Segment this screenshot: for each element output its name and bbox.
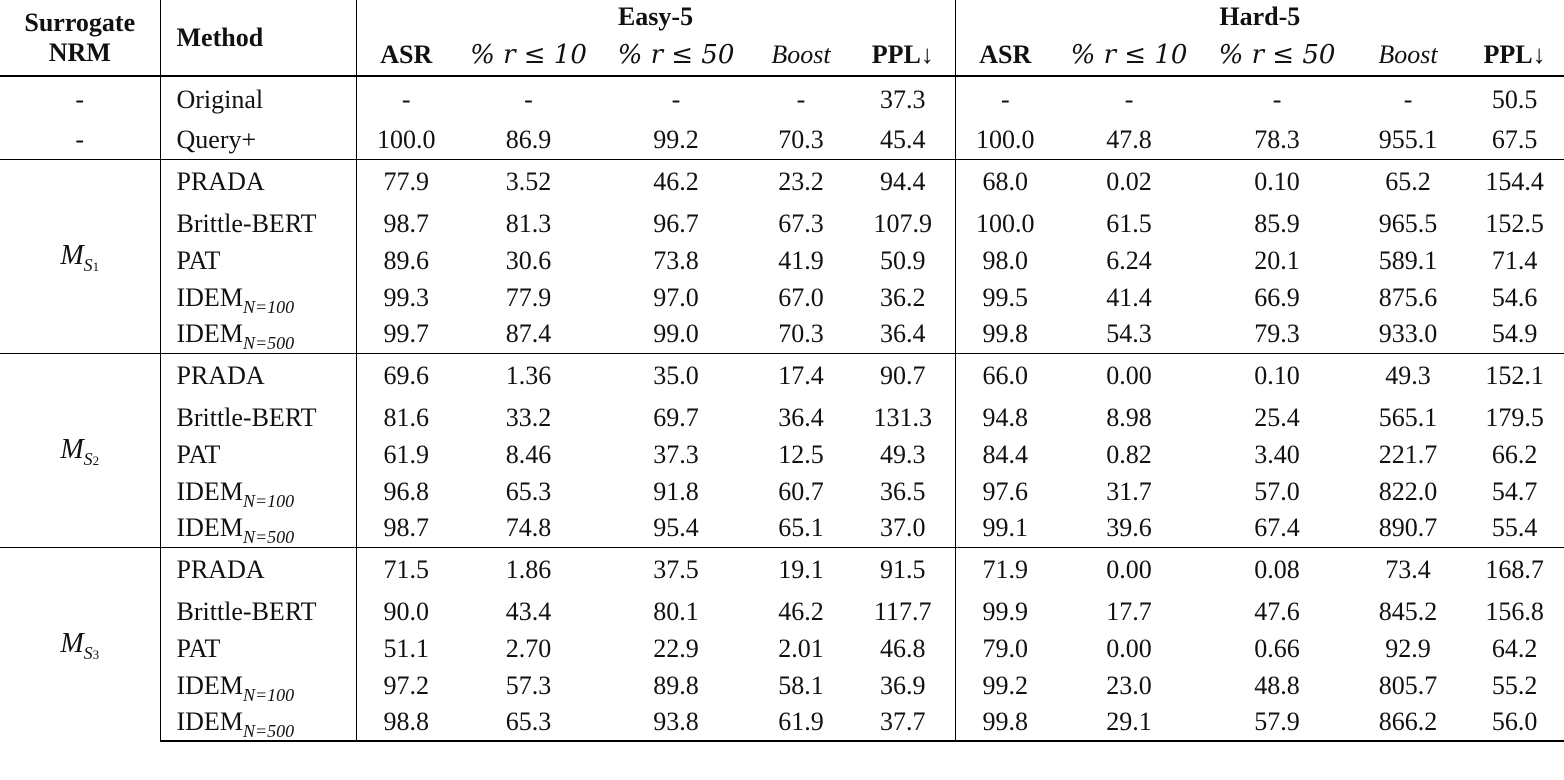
table-row [0, 242, 1564, 279]
group2-row5-cell-6: 99.1 [982, 513, 1029, 543]
group2-row2-cell-3: 69.7 [653, 402, 699, 432]
baseline-1-cell-5: 37.3 [851, 76, 955, 122]
group1-row3-cell-6: 98.0 [982, 245, 1029, 275]
baseline-1-cell-8: - [1203, 76, 1351, 122]
group2-row4-cell-2: 65.3 [505, 476, 552, 506]
group2-row5-cell-7: 39.6 [1106, 513, 1152, 543]
baseline-2-cell-5: 45.4 [851, 122, 955, 159]
group1-row5-cell-8: 79.3 [1254, 319, 1300, 349]
method-name: $IDEM_{N=500}$ [160, 704, 356, 741]
group3-row2-cell-7: 17.7 [1106, 596, 1152, 626]
header-surrogate-line2: NRM [48, 37, 111, 67]
group1-row1-cell-7: 0.02 [1055, 159, 1203, 205]
group2-row1-cell-4: 17.4 [751, 353, 851, 399]
group3-row3-cell-4: 2.01 [778, 633, 824, 663]
group1-row3-cell-1: 89.6 [383, 245, 429, 275]
surrogate-label: $M_{S2}$ [0, 353, 160, 547]
header-col-easy5-5: PPL↓ [851, 34, 955, 76]
baseline-2-cell-3: 99.2 [653, 125, 699, 155]
group3-row4-cell-6: 99.2 [982, 670, 1029, 700]
group2-row5-cell-8: 67.4 [1254, 513, 1300, 543]
group3-row2-cell-1: 90.0 [383, 596, 429, 626]
group2-row1-cell-3: 35.0 [601, 353, 751, 399]
group3-row1-cell-1: 71.5 [356, 547, 456, 593]
group3-row1-cell-3: 37.5 [601, 547, 751, 593]
group1-row4-cell-9: 875.6 [1378, 282, 1438, 312]
method-name: $IDEM_{N=100}$ [160, 473, 356, 510]
group2-row1-cell-9: 49.3 [1351, 353, 1465, 399]
group2-row3-cell-9: 221.7 [1378, 439, 1438, 469]
group1-row5-cell-2: 87.4 [505, 319, 552, 349]
group3-row4-cell-10: 55.2 [1491, 670, 1538, 700]
baseline-1-cell-3: - [601, 76, 751, 122]
table-row [0, 704, 1564, 741]
group3-row3-cell-10: 64.2 [1491, 633, 1538, 663]
baseline-2-cell-6: 100.0 [976, 125, 1035, 155]
baseline-2-cell-1: 100.0 [377, 125, 436, 155]
table-row [0, 630, 1564, 667]
table-row [0, 510, 1564, 547]
baseline-row [0, 76, 1564, 122]
group1-row3-cell-10: 71.4 [1491, 245, 1538, 275]
group2-row4-cell-5: 36.5 [851, 473, 955, 510]
group2-row5-cell-5: 37.0 [851, 510, 955, 547]
group3-row3-cell-8: 0.66 [1254, 633, 1300, 663]
baseline-2-cell-10: 67.5 [1491, 125, 1538, 155]
group3-row5-cell-10: 56.0 [1465, 704, 1564, 741]
table-row [0, 473, 1564, 510]
group3-row5-cell-8: 57.9 [1203, 704, 1351, 741]
group2-row2-cell-6: 94.8 [982, 402, 1029, 432]
group1-row1-cell-2: 3.52 [456, 159, 601, 205]
group2-row4-cell-8: 57.0 [1254, 476, 1300, 506]
baseline-1-cell-4: - [751, 76, 851, 122]
group1-row1-cell-8: 0.10 [1203, 159, 1351, 205]
method-name: PAT [160, 436, 356, 473]
baseline-1-cell-10: 50.5 [1465, 76, 1564, 122]
group3-row3-cell-9: 92.9 [1385, 633, 1431, 663]
group3-row4-cell-1: 97.2 [383, 670, 429, 700]
group2-row3-cell-10: 66.2 [1491, 439, 1538, 469]
table-row [0, 667, 1564, 704]
group2-row4-cell-1: 96.8 [383, 476, 429, 506]
header-surrogate-line1: Surrogate [24, 7, 136, 37]
group3-row1-cell-10: 168.7 [1465, 547, 1564, 593]
group3-row4-cell-9: 805.7 [1378, 670, 1438, 700]
group2-row3-cell-4: 12.5 [778, 439, 824, 469]
group3-row3-cell-3: 22.9 [653, 633, 699, 663]
group2-row1-cell-8: 0.10 [1203, 353, 1351, 399]
group2-row4-cell-3: 91.8 [653, 476, 699, 506]
baseline-1-cell-1: - [356, 76, 456, 122]
group1-row2-cell-6: 100.0 [976, 208, 1035, 238]
baseline-1-cell-6: - [955, 76, 1055, 122]
method-name: Brittle-BERT [160, 399, 356, 436]
group3-row3-cell-6: 79.0 [982, 633, 1029, 663]
header-col-hard5-1: ASR [979, 39, 1032, 69]
group3-row1-cell-9: 73.4 [1351, 547, 1465, 593]
table-row [0, 316, 1564, 353]
header-col-easy5-3: % r ≤ 50 [617, 39, 735, 70]
method-name: PRADA [160, 547, 356, 593]
group3-row2-cell-3: 80.1 [653, 596, 699, 626]
group3-row3-cell-2: 2.70 [505, 633, 552, 663]
group2-row2-cell-7: 8.98 [1106, 402, 1152, 432]
group3-row2-cell-5: 117.7 [851, 593, 955, 630]
group3-row2-cell-9: 845.2 [1378, 596, 1438, 626]
group2-row1-cell-1: 69.6 [356, 353, 456, 399]
header-col-hard5-4: Boost [1378, 39, 1438, 69]
group1-row2-cell-8: 85.9 [1254, 208, 1300, 238]
group1-row1-cell-6: 68.0 [955, 159, 1055, 205]
baseline-surrogate: - [0, 76, 160, 122]
group1-row3-cell-9: 589.1 [1378, 245, 1438, 275]
group1-row5-cell-6: 99.8 [982, 319, 1029, 349]
group1-row3-cell-4: 41.9 [778, 245, 824, 275]
group1-row2-cell-2: 81.3 [505, 208, 552, 238]
group1-row2-cell-7: 61.5 [1106, 208, 1152, 238]
table-row [0, 436, 1564, 473]
table-row [0, 279, 1564, 316]
header-col-hard5-3: % r ≤ 50 [1218, 39, 1336, 70]
group3-row5-cell-3: 93.8 [601, 704, 751, 741]
baseline-1-cell-9: - [1351, 76, 1465, 122]
baseline-1-cell-7: - [1055, 76, 1203, 122]
table-row [0, 593, 1564, 630]
group2-row2-cell-8: 25.4 [1254, 402, 1300, 432]
group1-row4-cell-7: 41.4 [1106, 282, 1152, 312]
group2-row3-cell-2: 8.46 [505, 439, 552, 469]
group3-row4-cell-8: 48.8 [1254, 670, 1300, 700]
group2-row1-cell-5: 90.7 [851, 353, 955, 399]
group2-row1-cell-10: 152.1 [1465, 353, 1564, 399]
group3-row5-cell-2: 65.3 [456, 704, 601, 741]
group1-row2-cell-1: 98.7 [383, 208, 429, 238]
group2-row2-cell-2: 33.2 [505, 402, 552, 432]
group1-row2-cell-10: 152.5 [1485, 208, 1544, 238]
baseline-2-cell-8: 78.3 [1254, 125, 1300, 155]
group2-row4-cell-7: 31.7 [1106, 476, 1152, 506]
group3-row5-cell-4: 61.9 [751, 704, 851, 741]
group3-row2-cell-2: 43.4 [505, 596, 552, 626]
group3-row1-cell-5: 91.5 [851, 547, 955, 593]
group1-row4-cell-3: 97.0 [653, 282, 699, 312]
group1-row1-cell-5: 94.4 [851, 159, 955, 205]
group2-row4-cell-4: 60.7 [778, 476, 824, 506]
group1-row3-cell-8: 20.1 [1254, 245, 1300, 275]
group1-row2-cell-9: 965.5 [1378, 208, 1438, 238]
group1-row5-cell-3: 99.0 [653, 319, 699, 349]
group2-row3-cell-1: 61.9 [383, 439, 429, 469]
group1-row1-cell-4: 23.2 [751, 159, 851, 205]
group2-row5-cell-10: 55.4 [1491, 513, 1538, 543]
group1-row5-cell-1: 99.7 [383, 319, 429, 349]
group1-row4-cell-4: 67.0 [778, 282, 824, 312]
baseline-2-cell-2: 86.9 [505, 125, 552, 155]
group3-row4-cell-3: 89.8 [653, 670, 699, 700]
method-name: $IDEM_{N=100}$ [160, 279, 356, 316]
method-name: $IDEM_{N=500}$ [160, 510, 356, 547]
header-col-easy5-1: ASR [380, 39, 433, 69]
group2-row3-cell-8: 3.40 [1254, 439, 1300, 469]
group1-row2-cell-5: 107.9 [851, 205, 955, 242]
group2-row4-cell-10: 54.7 [1491, 476, 1538, 506]
group3-row2-cell-4: 46.2 [778, 596, 824, 626]
group3-row1-cell-4: 19.1 [751, 547, 851, 593]
group1-row3-cell-7: 6.24 [1106, 245, 1152, 275]
baseline-row [0, 122, 1564, 159]
group3-row2-cell-8: 47.6 [1254, 596, 1300, 626]
group3-row4-cell-2: 57.3 [505, 670, 552, 700]
surrogate-label: $M_{S3}$ [0, 547, 160, 741]
group1-row5-cell-5: 36.4 [851, 316, 955, 353]
group1-row1-cell-10: 154.4 [1465, 159, 1564, 205]
group3-row5-cell-1: 98.8 [356, 704, 456, 741]
header-col-easy5-2: % r ≤ 10 [470, 39, 587, 70]
baseline-2-cell-4: 70.3 [778, 125, 824, 155]
group3-row2-cell-6: 99.9 [982, 596, 1029, 626]
group2-row3-cell-3: 37.3 [653, 439, 699, 469]
method-name: $IDEM_{N=100}$ [160, 667, 356, 704]
header-hard5: Hard-5 [1219, 2, 1301, 31]
group2-row1-cell-7: 0.00 [1055, 353, 1203, 399]
group2-row1-cell-6: 66.0 [955, 353, 1055, 399]
group2-row2-cell-4: 36.4 [778, 402, 824, 432]
group3-row5-cell-9: 866.2 [1351, 704, 1465, 741]
group2-row2-cell-10: 179.5 [1485, 402, 1544, 432]
header-col-hard5-5: PPL↓ [1483, 39, 1546, 69]
group1-row4-cell-10: 54.6 [1491, 282, 1538, 312]
method-name: Original [160, 76, 356, 122]
header-surrogate [0, 0, 160, 76]
group2-row5-cell-4: 65.1 [778, 513, 824, 543]
group2-row3-cell-5: 49.3 [851, 436, 955, 473]
group1-row5-cell-7: 54.3 [1106, 319, 1152, 349]
group3-row2-cell-10: 156.8 [1485, 596, 1544, 626]
group1-row5-cell-4: 70.3 [778, 319, 824, 349]
group3-row3-cell-1: 51.1 [383, 633, 429, 663]
group1-row4-cell-8: 66.9 [1254, 282, 1300, 312]
group2-row5-cell-3: 95.4 [653, 513, 699, 543]
group1-row2-cell-4: 67.3 [778, 208, 824, 238]
table-row [0, 159, 1564, 205]
group3-row1-cell-6: 71.9 [955, 547, 1055, 593]
group3-row3-cell-7: 0.00 [1106, 633, 1152, 663]
method-name: PAT [160, 242, 356, 279]
group1-row3-cell-5: 50.9 [851, 242, 955, 279]
group2-row2-cell-1: 81.6 [383, 402, 429, 432]
group2-row1-cell-2: 1.36 [456, 353, 601, 399]
group2-row4-cell-6: 97.6 [982, 476, 1029, 506]
method-name: PRADA [160, 353, 356, 399]
group3-row1-cell-8: 0.08 [1203, 547, 1351, 593]
method-name: $IDEM_{N=500}$ [160, 316, 356, 353]
group3-row5-cell-5: 37.7 [851, 704, 955, 741]
group1-row3-cell-3: 73.8 [653, 245, 699, 275]
header-col-hard5-2: % r ≤ 10 [1070, 39, 1188, 70]
group2-row5-cell-9: 890.7 [1378, 513, 1438, 543]
group1-row4-cell-2: 77.9 [505, 282, 552, 312]
group2-row3-cell-7: 0.82 [1106, 439, 1152, 469]
baseline-2-cell-7: 47.8 [1106, 125, 1152, 155]
group2-row5-cell-1: 98.7 [383, 513, 429, 543]
header-col-easy5-4: Boost [771, 39, 831, 69]
group3-row1-cell-7: 0.00 [1055, 547, 1203, 593]
table-row [0, 205, 1564, 242]
method-name: Query+ [160, 122, 356, 159]
group1-row2-cell-3: 96.7 [653, 208, 699, 238]
group1-row1-cell-3: 46.2 [601, 159, 751, 205]
group3-row4-cell-4: 58.1 [778, 670, 824, 700]
group1-row1-cell-9: 65.2 [1351, 159, 1465, 205]
table-row [0, 547, 1564, 593]
group1-row4-cell-5: 36.2 [851, 279, 955, 316]
baseline-1-cell-2: - [456, 76, 601, 122]
group1-row1-cell-1: 77.9 [356, 159, 456, 205]
group2-row4-cell-9: 822.0 [1378, 476, 1438, 506]
method-name: Brittle-BERT [160, 205, 356, 242]
method-name: Brittle-BERT [160, 593, 356, 630]
group3-row3-cell-5: 46.8 [851, 630, 955, 667]
header-method: Method [160, 0, 356, 76]
group3-row5-cell-7: 29.1 [1055, 704, 1203, 741]
baseline-2-cell-9: 955.1 [1378, 125, 1438, 155]
table-row [0, 399, 1564, 436]
group2-row5-cell-2: 74.8 [505, 513, 552, 543]
group2-row3-cell-6: 84.4 [982, 439, 1029, 469]
group1-row4-cell-6: 99.5 [982, 282, 1029, 312]
group2-row2-cell-9: 565.1 [1378, 402, 1438, 432]
group2-row2-cell-5: 131.3 [851, 399, 955, 436]
group3-row5-cell-6: 99.8 [955, 704, 1055, 741]
group1-row4-cell-1: 99.3 [383, 282, 429, 312]
header-easy5: Easy-5 [356, 0, 955, 34]
baseline-surrogate: - [0, 122, 160, 159]
group3-row4-cell-7: 23.0 [1106, 670, 1152, 700]
group1-row3-cell-2: 30.6 [505, 245, 552, 275]
group1-row5-cell-10: 54.9 [1491, 319, 1538, 349]
method-name: PAT [160, 630, 356, 667]
surrogate-label: $M_{S1}$ [0, 159, 160, 353]
group1-row5-cell-9: 933.0 [1378, 319, 1438, 349]
group3-row4-cell-5: 36.9 [851, 667, 955, 704]
group3-row1-cell-2: 1.86 [456, 547, 601, 593]
method-name: PRADA [160, 159, 356, 205]
table-row [0, 353, 1564, 399]
